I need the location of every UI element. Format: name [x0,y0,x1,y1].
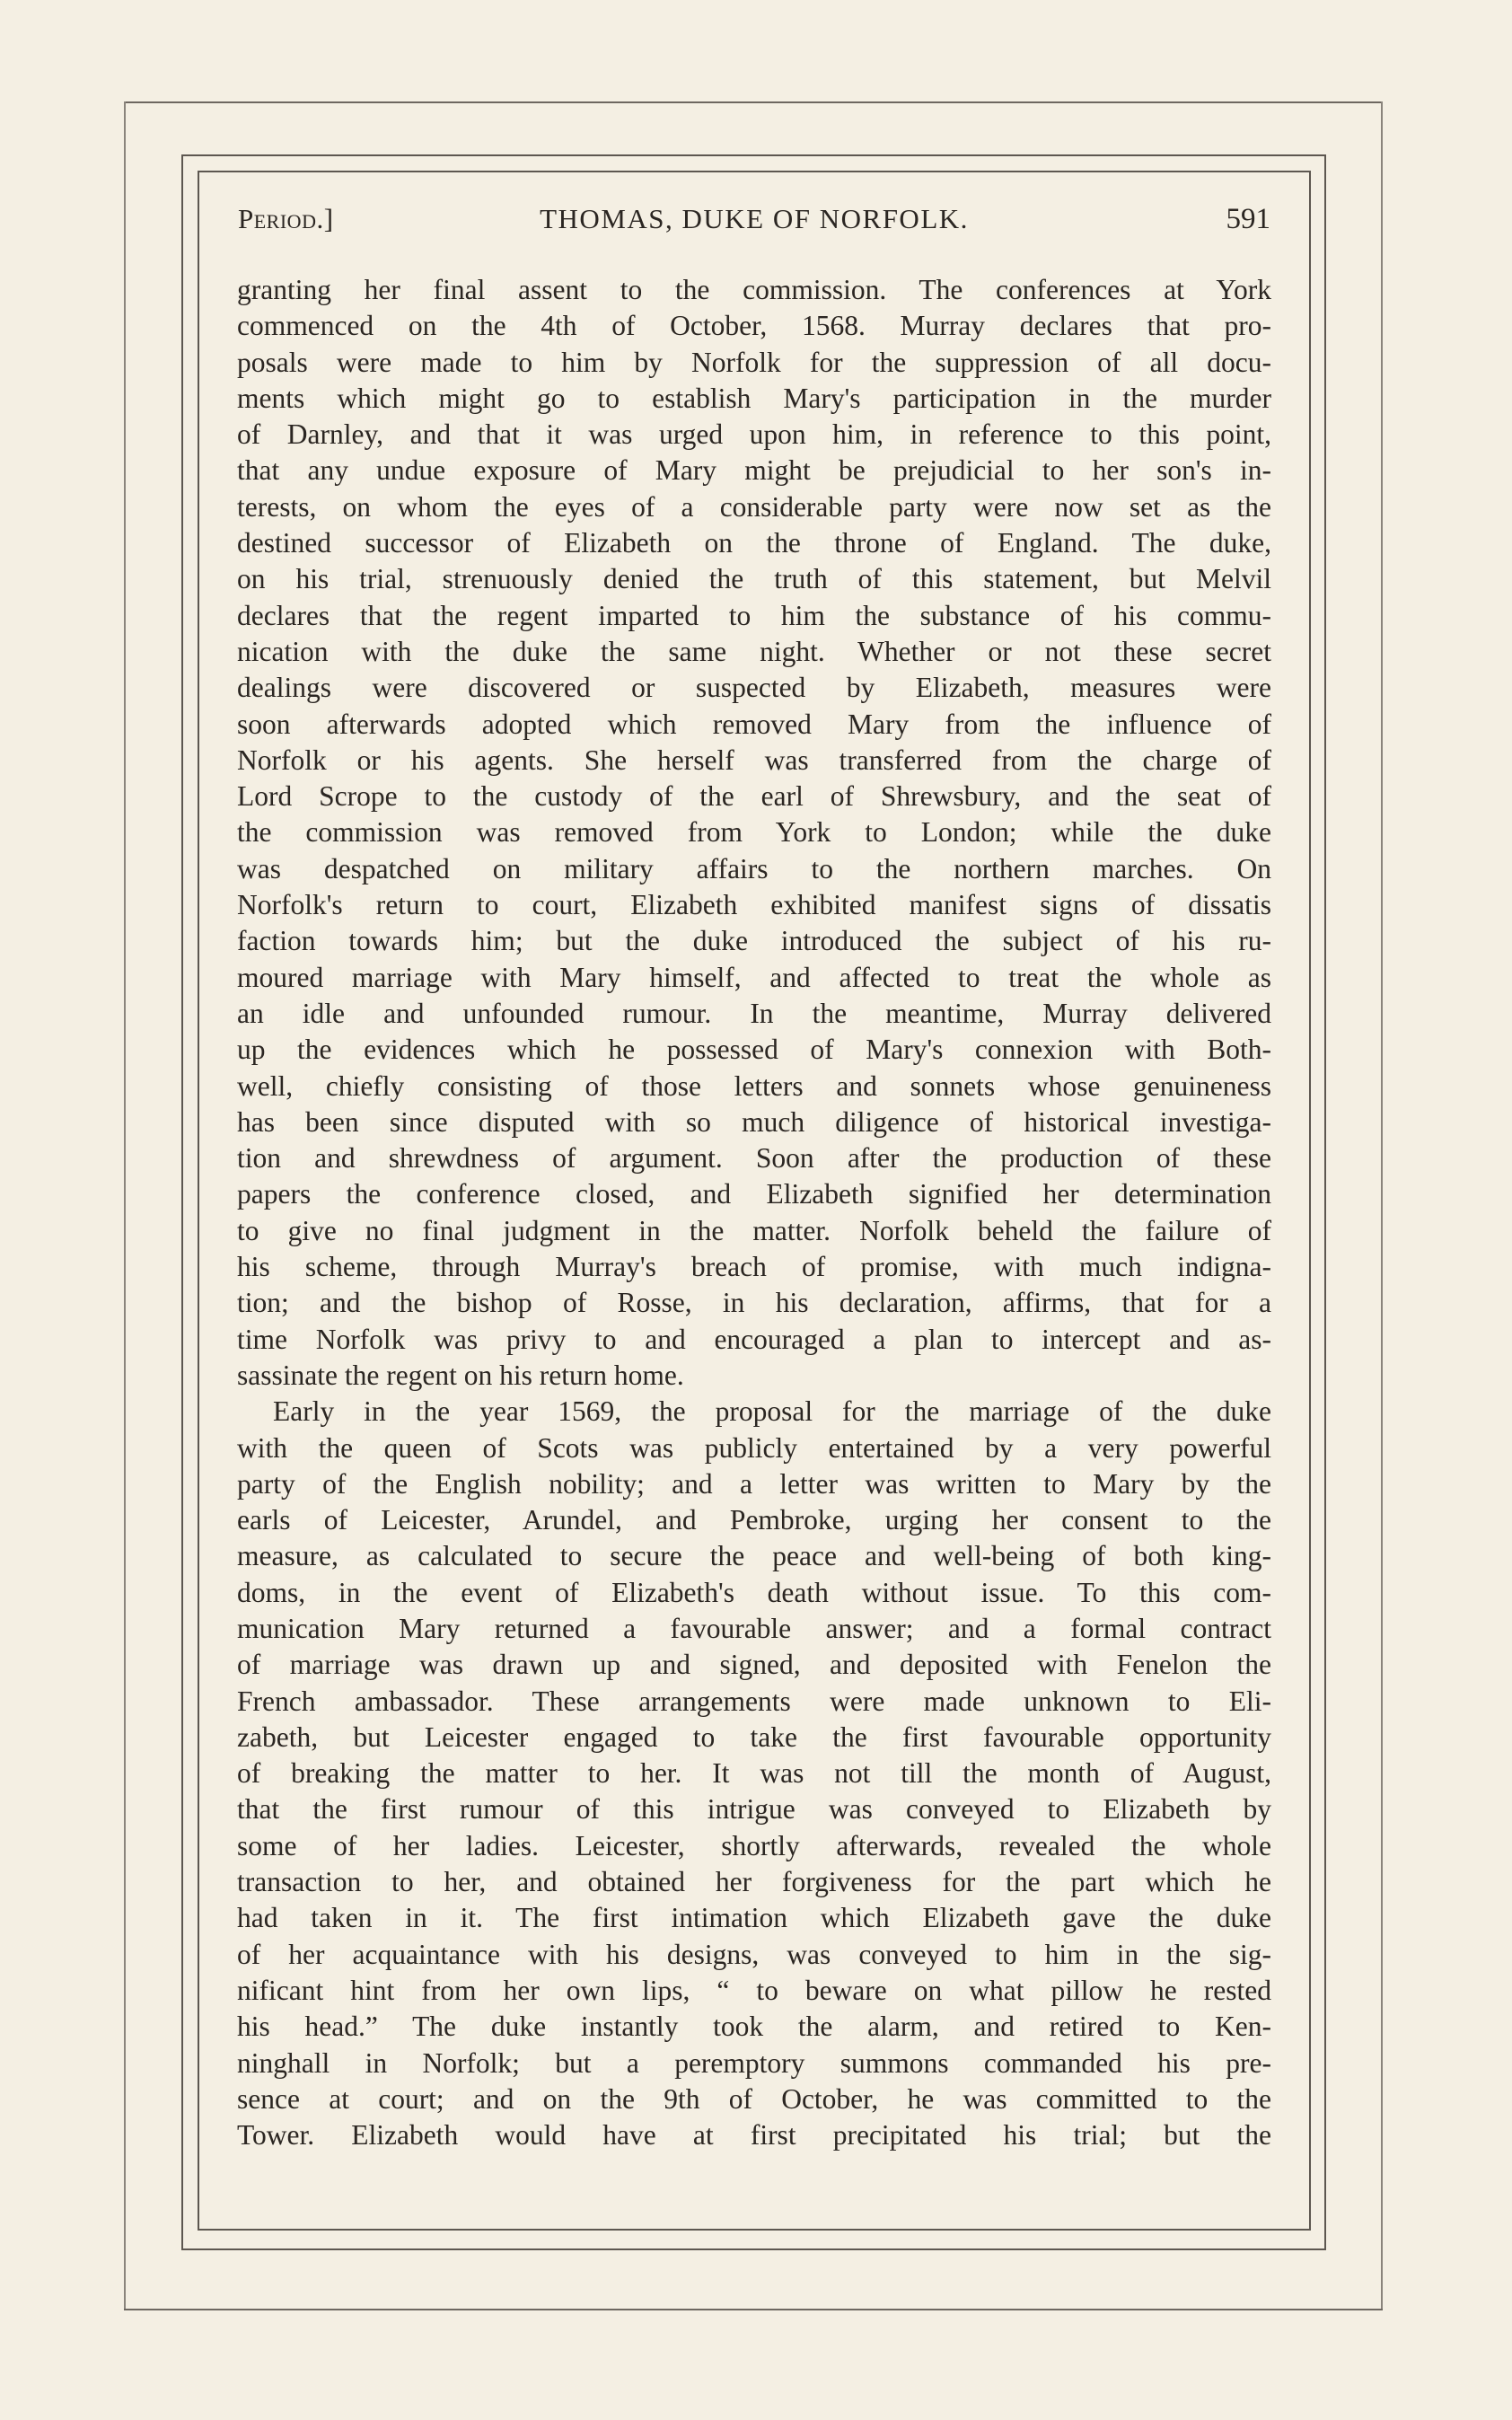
text-line: the commission was removed from York to London; while the duke [237,816,1271,849]
text-line: Norfolk or his agents. She herself was transferred from the charge of [237,744,1271,776]
text-line: French ambassador. These arrangements were made unknown to Eli- [237,1685,1271,1717]
text-line: terests, on whom the eyes of a considerable party were now set as the [237,490,1271,523]
text-line: some of her ladies. Leicester, shortly afterwards, revealed the whole [237,1829,1271,1861]
text-line: doms, in the event of Elizabeth's death without issue. To this com- [237,1576,1271,1608]
text-line: on his trial, strenuously denied the truth of this statement, but Melvil [237,563,1271,595]
text-line: had taken in it. The first intimation which Elizabeth gave the duke [237,1902,1271,1934]
text-line: nificant hint from her own lips, “ to beware on what pillow he rested [237,1974,1271,2006]
text-line: tion; and the bishop of Rosse, in his declaration, affirms, that for a [237,1287,1271,1319]
text-line: posals were made to him by Norfolk for the suppression of all docu- [237,346,1271,378]
paragraph-start-line: Early in the year 1569, the proposal for the marriage of the duke [273,1395,1271,1428]
text-line: sence at court; and on the 9th of October, he was committed to the [237,2082,1271,2115]
text-line: up the evidences which he possessed of Mary's connexion with Both- [237,1034,1271,1066]
text-line: his scheme, through Murray's breach of promise, with much indigna- [237,1251,1271,1283]
text-line: destined successor of Elizabeth on the throne of England. The duke, [237,527,1271,559]
running-header [238,203,1270,244]
body-text [237,272,1271,2153]
text-line: of marriage was drawn up and signed, and deposited with Fenelon the [237,1649,1271,1681]
text-line: with the queen of Scots was publicly entertained by a very powerful [237,1431,1271,1464]
text-line: has been since disputed with so much diligence of historical investiga- [237,1105,1271,1138]
text-line: zabeth, but Leicester engaged to take the first favourable opportunity [237,1720,1271,1753]
text-line: commenced on the 4th of October, 1568. Murray declares that pro- [237,310,1271,342]
outer-rule-left [124,101,126,2309]
text-line: that any undue exposure of Mary might be prejudicial to her son's in- [237,454,1271,487]
text-line: an idle and unfounded rumour. In the meantime, Murray delivered [237,997,1271,1029]
text-line: soon afterwards adopted which removed Mary from the influence of [237,708,1271,740]
text-line: of her acquaintance with his designs, was conveyed to him in the sig- [237,1938,1271,1970]
page-number: 591 [1226,203,1270,235]
text-line: ninghall in Norfolk; but a peremptory summons commanded his pre- [237,2046,1271,2079]
outer-rule-top [124,101,1383,103]
text-line: faction towards him; but the duke introduced the subject of his ru- [237,925,1271,957]
outer-rule-bottom [124,2309,1383,2310]
text-line: time Norfolk was privy to and encouraged a plan to intercept and as- [237,1323,1271,1355]
text-line: was despatched on military affairs to the northern marches. On [237,852,1271,884]
text-line: well, chiefly consisting of those letters and sonnets whose genuineness [237,1069,1271,1102]
text-line: measure, as calculated to secure the peace and well-being of both king- [237,1540,1271,1572]
text-line: party of the English nobility; and a letter was written to Mary by the [237,1467,1271,1500]
text-line: his head.” The duke instantly took the alarm, and retired to Ken- [237,2011,1271,2043]
text-line: papers the conference closed, and Elizabeth signified her determination [237,1178,1271,1210]
header-title: THOMAS, DUKE OF NORFOLK. [540,203,969,234]
header-section-label: Period.] [238,203,334,234]
text-line: of Darnley, and that it was urged upon him, in reference to this point, [237,418,1271,451]
text-line: moured marriage with Mary himself, and affected to treat the whole as [237,961,1271,993]
text-line: ments which might go to establish Mary's participation in the murder [237,382,1271,414]
text-line: to give no final judgment in the matter. Norfolk beheld the failure of [237,1214,1271,1246]
text-line: munication Mary returned a favourable answer; and a formal contract [237,1612,1271,1644]
text-line: Norfolk's return to court, Elizabeth exhibited manifest signs of dissatis [237,889,1271,921]
text-line: tion and shrewdness of argument. Soon after the production of these [237,1142,1271,1175]
text-line: Lord Scrope to the custody of the earl of Shrewsbury, and the seat of [237,780,1271,813]
text-line: Tower. Elizabeth would have at first precipitated his trial; but the [237,2119,1271,2152]
text-line: dealings were discovered or suspected by Elizabeth, measures were [237,672,1271,704]
text-line: that the first rumour of this intrigue was conveyed to Elizabeth by [237,1793,1271,1826]
outer-rule-right [1381,101,1383,2309]
text-line: of breaking the matter to her. It was not till the month of August, [237,1757,1271,1790]
text-line: earls of Leicester, Arundel, and Pembroke, urging her consent to the [237,1504,1271,1536]
text-line: sassinate the regent on his return home. [237,1359,684,1391]
text-line: transaction to her, and obtained her forgiveness for the part which he [237,1866,1271,1898]
text-line: nication with the duke the same night. Whether or not these secret [237,635,1271,667]
text-line: declares that the regent imparted to him the substance of his commu- [237,599,1271,631]
text-line: granting her final assent to the commission. The conferences at York [237,274,1271,305]
